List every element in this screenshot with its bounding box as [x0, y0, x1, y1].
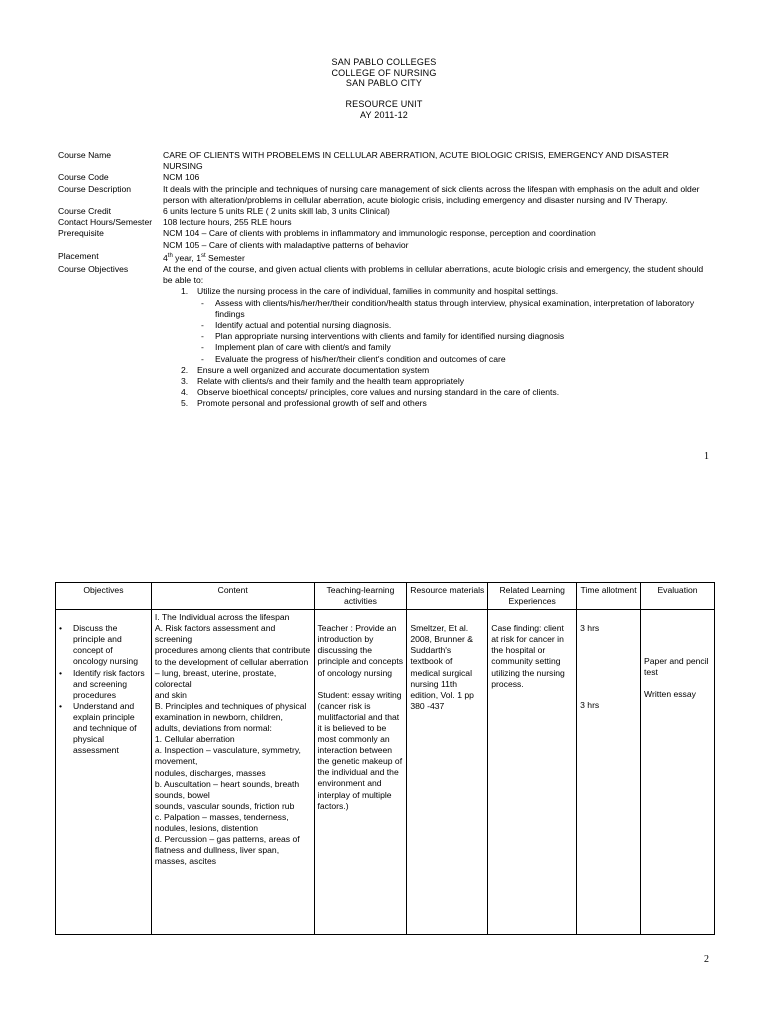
college-city: SAN PABLO CITY — [345, 78, 423, 88]
time-allotment-cell: 3 hrs 3 hrs — [577, 610, 641, 935]
prerequisite-row — [58, 228, 708, 250]
college-department: COLLEGE OF NURSING — [331, 67, 437, 78]
course-description-value: It deals with the principle and techniques of nursing care management of sick clients across the lifespan with emphasis on the adult and older person with alteration/problems in cellular aberration, acute biologic crisis, including emergency and disaster nursing and IV Therapy. — [163, 183, 700, 205]
prerequisite-ncm105: NCM 105 – Care of clients with maladaptive patterns of behavior — [163, 239, 409, 250]
objective-bullet: • Identify risk factors and screening procedures — [59, 667, 145, 700]
college-name: SAN PABLO COLLEGES — [331, 57, 437, 67]
course-objectives-label: Course Objectives — [58, 263, 129, 274]
objective-subitem: - Identify actual and potential nursing diagnosis. — [201, 319, 392, 330]
student-activity: Student: essay writing (cancer risk is mulitfactorial and that it is believed to be most commonly an interaction between the genetic makeup of the individual and the environment and interplay of multiple factors.) — [317, 689, 403, 811]
table-header-row — [56, 583, 715, 610]
objective-item: 4. Observe bioethical concepts/ principles, core values and nursing standard in the care of clients. — [181, 387, 560, 398]
course-code-value: NCM 106 — [163, 172, 200, 183]
course-name-value: CARE OF CLIENTS WITH PROBELEMS IN CELLULAR ABERRATION, ACUTE BIOLOGIC CRISIS, EMERGENCY AND DISASTER NURSING — [163, 150, 669, 172]
course-description-label: Course Description — [58, 183, 132, 194]
contact-hours-value: 108 lecture hours, 255 RLE hours — [163, 217, 292, 228]
page-1 — [0, 0, 768, 480]
objective-bullet: • Discuss the principle and concept of oncology nursing — [59, 623, 138, 667]
course-objectives-intro: At the end of the course, and given actual clients with problems in cellular aberrations, acute biologic crisis and emergency, the student should be able to: — [163, 263, 704, 286]
objective-item: 2. Ensure a well organized and accurate documentation system — [181, 364, 430, 375]
table-row — [56, 610, 715, 935]
page-number: 1 — [704, 451, 709, 462]
page-2 — [0, 480, 768, 1024]
header-related-learning: Related Learning Experiences — [488, 583, 577, 610]
header-time-allotment: Time allotment — [577, 583, 641, 610]
contact-hours-label: Contact Hours/Semester — [58, 217, 153, 228]
evaluation-cell: Paper and pencil test Written essay — [641, 610, 715, 935]
course-description-row — [58, 184, 708, 206]
related-learning-cell: Case finding: client at risk for cancer in the hospital or community setting utilizing the nursing process. — [488, 610, 577, 935]
course-name-label: Course Name — [58, 150, 112, 160]
objective-subitem: - Implement plan of care with client/s and family — [201, 342, 391, 353]
course-objectives-list — [163, 286, 708, 409]
objective-subitem: - Assess with clients/his/her/her/their condition/health status through interview, physical examination, interpretation of laboratory findings — [201, 297, 695, 319]
objective-item: 3. Relate with clients/s and their family and the health team appropriately — [181, 375, 465, 386]
course-code-row — [58, 172, 708, 183]
course-code-label: Course Code — [58, 172, 109, 183]
objectives-cell — [56, 610, 152, 935]
teaching-learning-cell — [314, 610, 407, 935]
objective-item: 5. Promote personal and professional growth of self and others — [181, 398, 427, 409]
resource-materials-cell: Smeltzer, Et al. 2008, Brunner & Suddarth's textbook of medical surgical nursing 11th edition, Vol. 1 pp 380 -437 — [407, 610, 488, 935]
document-header — [0, 57, 768, 120]
page-number: 2 — [704, 954, 709, 965]
course-info — [58, 150, 708, 410]
prerequisite-ncm104: NCM 104 – Care of clients with problems in inflammatory and immunologic response, perception and coordination — [163, 228, 596, 239]
objective-bullet: • Understand and explain principle and technique of physical assessment — [59, 700, 137, 756]
placement-value: 4th year, 1st Semester — [163, 252, 245, 263]
placement-row — [58, 251, 708, 264]
placement-label: Placement — [58, 250, 99, 261]
header-teaching-learning: Teaching-learning activities — [314, 583, 407, 610]
course-name-row — [58, 150, 708, 172]
header-resource-materials: Resource materials — [407, 583, 488, 610]
header-objectives: Objectives — [56, 583, 152, 610]
academic-year: AY 2011-12 — [359, 109, 409, 120]
objective-item: 1. Utilize the nursing process in the care of individual, families in community and hospital settings. — [181, 286, 559, 297]
course-credit-value: 6 units lecture 5 units RLE ( 2 units skill lab, 3 units Clinical) — [163, 206, 390, 217]
teacher-activity: Teacher : Provide an introduction by discussing the principle and concepts of oncology nursing — [317, 623, 404, 678]
header-evaluation: Evaluation — [641, 583, 715, 610]
prerequisite-label: Prerequisite — [58, 228, 104, 239]
contact-hours-row — [58, 217, 708, 228]
course-credit-label: Course Credit — [58, 206, 112, 217]
objective-subitem: - Plan appropriate nursing interventions with clients and family for identified nursing diagnosis — [201, 331, 565, 342]
course-objectives-row — [58, 264, 708, 410]
document-title: RESOURCE UNIT — [345, 99, 423, 109]
resource-unit-table — [55, 582, 715, 935]
course-credit-row — [58, 206, 708, 217]
header-content: Content — [151, 583, 314, 610]
content-cell: I. The Individual across the lifespan A. Risk factors assessment and screening procedures among clients that contribute to the development of cellular aberration – lung, breast, uterine, prostate, colorectal and skin B. Principles and techniques of physical examination in newborn, children, adults, deviations from normal: 1. Cellular aberration a. Inspection – vasculature, symmetry, movement, nodules, discharges, masses b. Auscultation – heart sounds, breath sounds, bowel sounds, vascular sounds, friction rub c. Palpation – masses, tenderness, nodules, lesions, distention d. Percussion – gas patterns, areas of flatness and dullness, liver span, masses, ascites — [151, 610, 314, 935]
objective-subitem: - Evaluate the progress of his/her/their client's condition and outcomes of care — [201, 353, 506, 364]
